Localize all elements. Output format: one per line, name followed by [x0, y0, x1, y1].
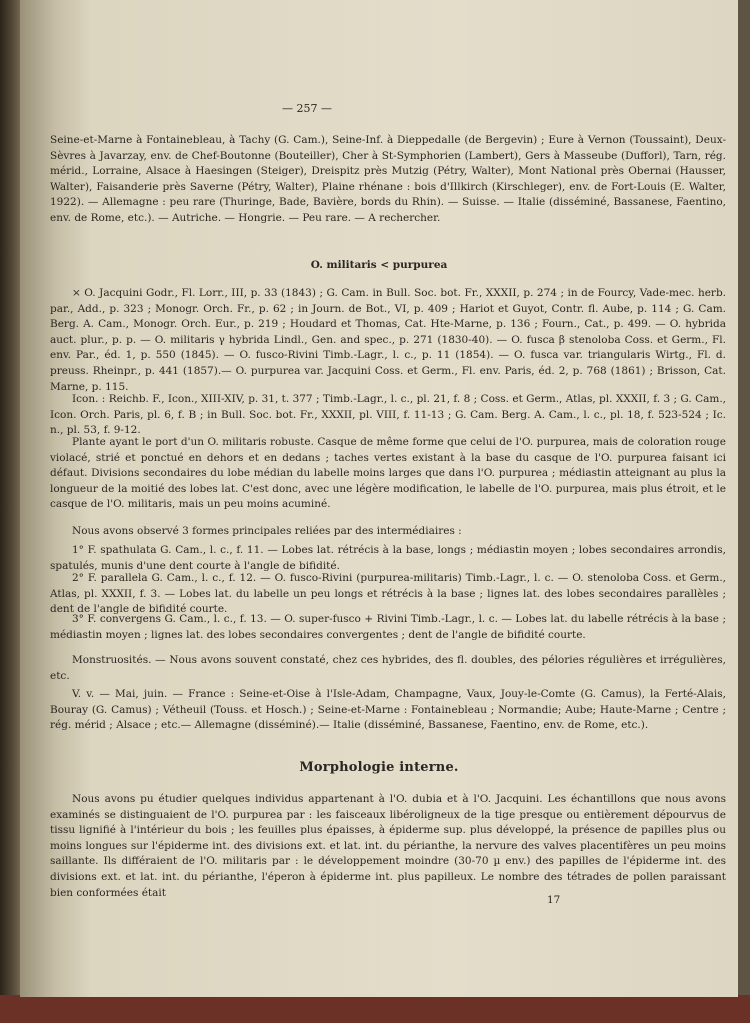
- paragraph-forms-intro: Nous avons observé 3 formes principales reliées par des intermédiaires :: [72, 525, 462, 537]
- paragraph-distribution: V. v. — Mai, juin. — France : Seine-et-Oise à l'Isle-Adam, Champagne, Vaux, Jouy-le-Comte (G. Camus), la Ferté-Alais, Bouray (G. Camus) ; Vétheuil (Touss. et Hosch.) ; Seine-et-Marne : Fontainebleau ; Normandie; Aube; Haute-Marne ; Centre ; rég. mérid ; Alsace ; etc.— Allemagne (disséminé).— Italie (disséminé, Bassanese, Faentino, env. de Rome, etc.).: [50, 688, 726, 732]
- paragraph-synonymy: × O. Jacquini Godr., Fl. Lorr., III, p. 33 (1843) ; G. Cam. in Bull. Soc. bot. Fr., XXXII, p. 274 ; in de Fourcy, Vade-mec. herb. par., Add., p. 323 ; Monogr. Orch. Fr., p. 62 ; in Journ. de Bot., VI, p. 409 ; Hariot et Guyot, Contr. fl. Aube, p. 114 ; G. Cam. Berg. A. Cam., Monogr. Orch. Eur., p. 219 ; Houdard et Thomas, Cat. Hte-Marne, p. 136 ; Fourn., Cat., p. 499. — O. hybrida auct. plur., p. p. — O. militaris γ hybrida Lindl., Gen. and spec., p. 271 (1830-40). — O. fusca β stenoloba Coss. et Germ., Fl. env. Par., éd. 1, p. 550 (1845). — O. fusco-Rivini Timb.-Lagr., l. c., p. 11 (1854). — O. fusca var. triangularis Wirtg., Fl. d. preuss. Rheinpr., p. 441 (1857).— O. purpurea var. Jacquini Coss. et Germ., Fl. env. Paris, éd. 2, p. 768 (1861) ; Brisson, Cat. Marne, p. 115.: [50, 287, 726, 393]
- paragraph-morphology: Nous avons pu étudier quelques individus appartenant à l'O. dubia et à l'O. Jacquini. Les échantillons que nous avons examinés se distinguaient de l'O. purpurea par : les faisceaux libéroligneux de la tige presque ou entièrement dépourvus de tissu lignifié à l'intérieur du bois ; les feuilles plus épaisses, à épiderme sup. plus développé, la présence de papilles plus ou moins longues sur l'épiderme int. des divisions ext. et lat. int. du périanthe, la nervure des valves placentifères un peu moins saillante. Ils différaient de l'O. militaris par : le développement moindre (30-70 µ env.) des papilles de l'épiderme int. des divisions ext. et lat. int. du périanthe, l'éperon à épiderme int. plus papilleux. Le nombre des tétrades de pollen paraissant bien conformées était: [50, 793, 726, 899]
- paragraph-distribution-prev: Seine-et-Marne à Fontainebleau, à Tachy (G. Cam.), Seine-Inf. à Dieppedalle (de Bergevin) ; Eure à Vernon (Toussaint), Deux-Sèvres à Javarzay, env. de Chef-Boutonne (Bouteiller), Cher à St-Symphorien (Lambert), Gers à Masseube (Dufforl), Tarn, rég. mérid., Lorraine, Alsace à Haesingen (Steiger), Dreispitz près Mutzig (Pétry, Walter), Mont National près Obernai (Hausser, Walter), Faisanderie près Saverne (Pétry, Walter), Plaine rhénane : bois d'Illkirch (Kirschleger), env. de Fort-Louis (E. Walter, 1922). — Allemagne : peu rare (Thuringe, Bade, Bavière, bords du Rhin). — Suisse. — Italie (disséminé, Bassanese, Faentino, env. de Rome, etc.). — Autriche. — Hongrie. — Peu rare. — A rechercher.: [50, 134, 726, 224]
- paragraph-iconography: Icon. : Reichb. F., Icon., XIII-XIV, p. 31, t. 377 ; Timb.-Lagr., l. c., pl. 21, f. 8 ; Coss. et Germ., Atlas, pl. XXXII, f. 3 ; G. Cam., Icon. Orch. Paris, pl. 6, f. B ; in Bull. Soc. bot. Fr., XXXII, pl. VIII, f. 11-13 ; G. Cam. Berg. A. Cam., l. c., pl. 18, f. 523-524 ; Ic. n., pl. 53, f. 9-12.: [50, 393, 726, 437]
- book-page: [20, 0, 738, 997]
- signature-mark: 17: [547, 894, 561, 906]
- page-number: — 257 —: [282, 102, 332, 115]
- section-heading: Morphologie interne.: [299, 760, 459, 775]
- paragraph-form-parallela: 2° F. parallela G. Cam., l. c., f. 12. — O. fusco-Rivini (purpurea-militaris) Timb.-Lagr., l. c. — O. stenoloba Coss. et Germ., Atlas, pl. XXXII, f. 3. — Lobes lat. du labelle un peu longs et rétrécis à la base ; lignes lat. des lobes secondaires parallèles ; dent de l'angle de bifidité courte.: [50, 572, 726, 616]
- book-cover-edge: [0, 995, 750, 1023]
- section-subheading: O. militaris < purpurea: [310, 259, 448, 271]
- paragraph-monstruosites: Monstruosités. — Nous avons souvent constaté, chez ces hybrides, des fl. doubles, des pélories régulières et irrégulières, etc.: [50, 654, 726, 682]
- paragraph-form-convergens: 3° F. convergens G. Cam., l. c., f. 13. — O. super-fusco + Rivini Timb.-Lagr., l. c. — Lobes lat. du labelle rétrécis à la base ; médiastin moyen ; lignes lat. des lobes secondaires convergentes ; dent de l'angle de bifidité courte.: [50, 613, 726, 641]
- paragraph-description: Plante ayant le port d'un O. militaris robuste. Casque de même forme que celui de l'O. purpurea, mais de coloration rouge violacé, strié et ponctué en dehors et en dedans ; taches vertes existant à la base du casque de l'O. purpurea faisant ici défaut. Divisions secondaires du lobe médian du labelle moins larges que dans l'O. purpurea ; médiastin atteignant au plus la longueur de la moitié des lobes lat. C'est donc, avec une légère modification, le labelle de l'O. purpurea, mais plus étroit, et le casque de l'O. militaris, mais un peu moins acuminé.: [50, 436, 726, 511]
- paragraph-form-spathulata: 1° F. spathulata G. Cam., l. c., f. 11. — Lobes lat. rétrécis à la base, longs ; médiastin moyen ; lobes secondaires arrondis, spatulés, munis d'une dent courte à l'angle de bifidité.: [50, 544, 726, 572]
